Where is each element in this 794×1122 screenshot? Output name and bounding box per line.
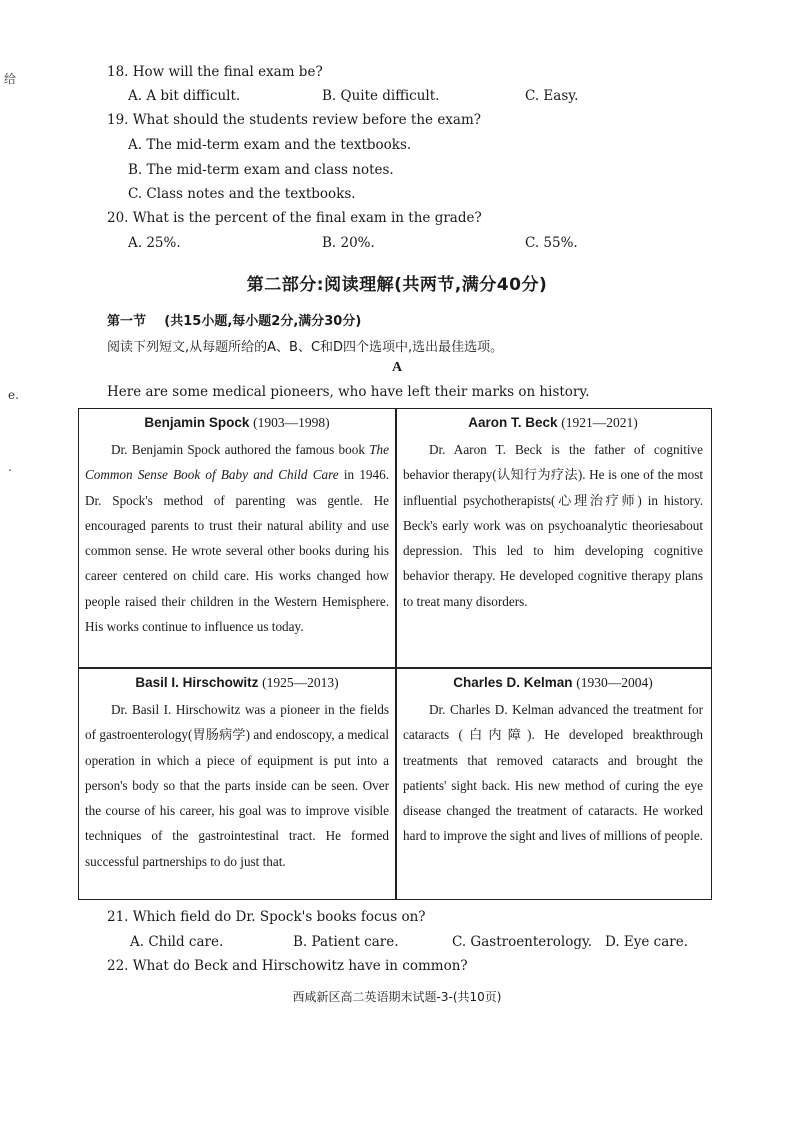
question-19: 19. What should the students review before the exam? <box>107 112 482 128</box>
question-20: 20. What is the percent of the final exam in the grade? <box>107 210 482 226</box>
q21-option-b: B. Patient care. <box>293 934 399 950</box>
passage-intro: Here are some medical pioneers, who have left their marks on history. <box>107 384 590 400</box>
pioneer-text: Dr. Benjamin Spock authored the famous book The Common Sense Book of Baby and Child Care in 1946. Dr. Spock's method of parenting was gentle. He encouraged parents to trust their natural ability and use common sense. He wrote several other books during his career centered on child care. His works changed how people raised their children in the Western Hemisphere. His works continue to influence us today. <box>85 442 389 635</box>
margin-mark-middle: e. <box>8 388 19 402</box>
q21-option-d: D. Eye care. <box>605 934 689 950</box>
book-title: The Common Sense Book of Baby and Child Care <box>85 442 389 483</box>
pioneer-text: Dr. Charles D. Kelman advanced the treatment for cataracts (白内障). He developed breakthrough treatments that removed cataracts and brought the patients' sight back. His new method of curing the eye disease changed the treatment of cataracts. He worked hard to improve the sight and lives of millions of people. <box>403 702 703 844</box>
passage-letter: A <box>391 360 403 375</box>
q19-option-c: C. Class notes and the textbooks. <box>128 186 356 202</box>
question-22: 22. What do Beck and Hirschowitz have in common? <box>107 958 468 974</box>
pioneer-text: Dr. Aaron T. Beck is the father of cognitive behavior therapy(认知行为疗法). He is one of the most influential psychotherapists(心理治疗师) in history. Beck's early work was on psychoanalytic theoriesabout depression. This led to him developing cognitive behavior therapy. He developed cognitive therapy plans to treat many disorders. <box>403 442 703 609</box>
table-divider-horizontal <box>78 667 712 669</box>
margin-mark-dot: . <box>8 460 12 474</box>
pioneer-name: Charles D. Kelman <box>453 675 573 690</box>
q20-option-b: B. 20%. <box>322 235 375 251</box>
pioneer-years: (1921—2021) <box>561 415 638 430</box>
pioneer-years: (1903—1998) <box>253 415 330 430</box>
q18-option-c: C. Easy. <box>525 88 579 104</box>
q21-option-c: C. Gastroenterology. <box>452 934 593 950</box>
pioneer-heading <box>403 675 703 691</box>
q19-option-b: B. The mid-term exam and class notes. <box>128 162 394 178</box>
margin-mark-top: 给 <box>4 72 17 86</box>
table-divider-vertical <box>395 408 397 899</box>
q20-option-c: C. 55%. <box>525 235 578 251</box>
pioneer-name: Basil I. Hirschowitz <box>135 675 259 690</box>
page-footer: 西咸新区高二英语期末试题-3-(共10页) <box>292 990 502 1004</box>
q18-option-b: B. Quite difficult. <box>322 88 440 104</box>
pioneer-name: Aaron T. Beck <box>468 415 558 430</box>
section-rule: (共15小题,每小题2分,满分30分) <box>164 314 362 329</box>
section-one-line <box>107 310 361 329</box>
q21-option-a: A. Child care. <box>130 934 224 950</box>
instruction: 阅读下列短文,从每题所给的A、B、C和D四个选项中,选出最佳选项。 <box>107 340 504 355</box>
q19-option-a: A. The mid-term exam and the textbooks. <box>128 137 412 153</box>
q20-option-a: A. 25%. <box>128 235 181 251</box>
pioneer-cell-beck <box>403 415 703 614</box>
pioneer-years: (1930—2004) <box>576 675 653 690</box>
pioneer-text: Dr. Basil I. Hirschowitz was a pioneer in the fields of gastroenterology(胃肠病学) and endoscopy, a medical operation in which a piece of equipment is put into a person's body so that the parts inside can be seen. Over the course of his career, his goal was to improve visible techniques of the gastrointestinal tract. He formed successful partnerships to do just that. <box>85 702 389 869</box>
pioneer-years: (1925—2013) <box>262 675 339 690</box>
q18-option-a: A. A bit difficult. <box>128 88 241 104</box>
pioneer-heading <box>85 415 389 431</box>
question-18: 18. How will the final exam be? <box>107 64 323 80</box>
pioneer-cell-spock <box>85 415 389 639</box>
section-label: 第一节 <box>107 314 147 329</box>
pioneer-cell-hirschowitz <box>85 675 389 874</box>
pioneer-name: Benjamin Spock <box>144 415 250 430</box>
part-two-title: 第二部分:阅读理解(共两节,满分40分) <box>246 275 548 295</box>
pioneer-heading <box>403 415 703 431</box>
pioneer-heading <box>85 675 389 691</box>
pioneer-cell-kelman <box>403 675 703 849</box>
question-21: 21. Which field do Dr. Spock's books focus on? <box>107 909 426 925</box>
